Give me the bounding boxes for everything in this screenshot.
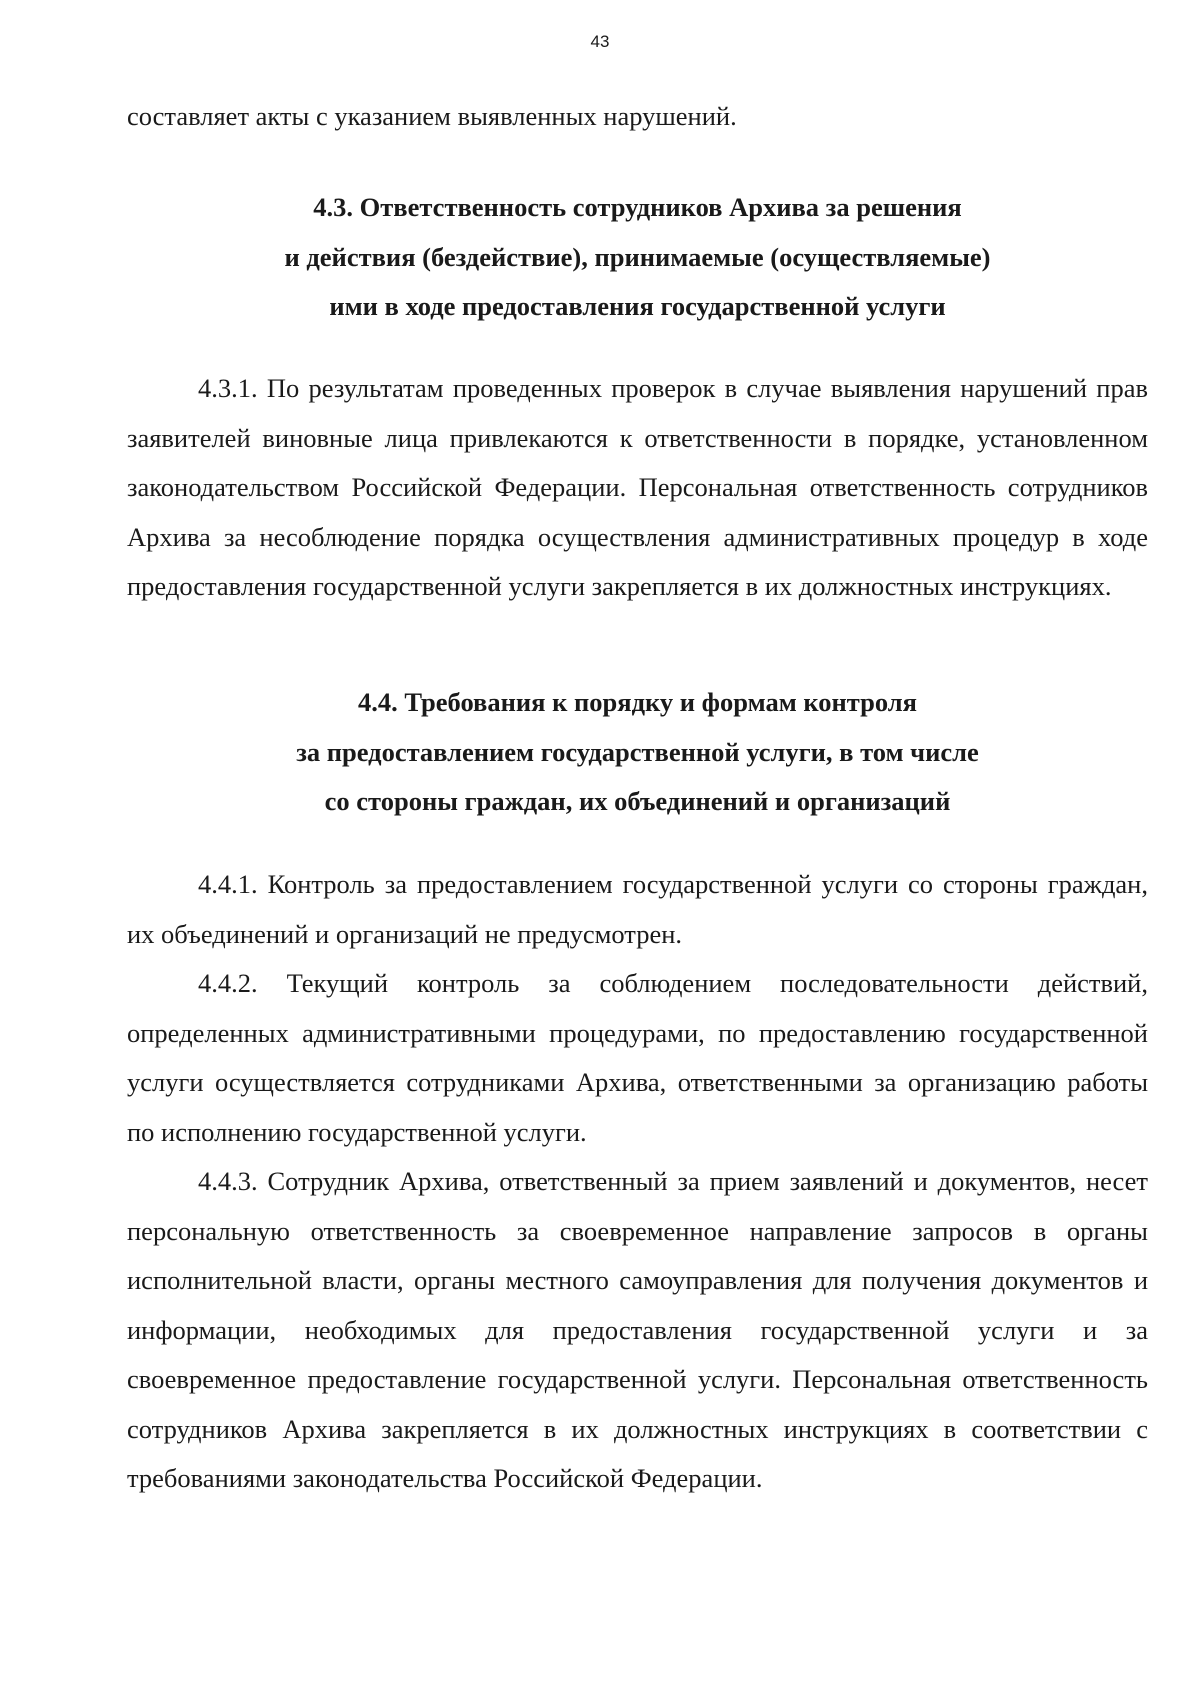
paragraph-4-3-1: 4.3.1. По результатам проведенных проверок в случае выявления нарушений прав заявителей виновные лица привлекаются к ответственности в порядке, установленном законодательством Российской Федерации. Персональная ответственность сотрудников Архива за несоблюдение порядка осуществления административных процедур в ходе предоставления государственной услуги закрепляется в их должностных инструкциях. — [127, 373, 1148, 601]
intro-line: составляет акты с указанием выявленных нарушений. — [127, 101, 737, 131]
section-4-4-heading — [127, 678, 1148, 827]
section-4-3-heading — [127, 183, 1148, 332]
paragraph-4-4-1: 4.4.1. Контроль за предоставлением государственной услуги со стороны граждан, их объединений и организаций не предусмотрен. — [127, 869, 1148, 949]
section-4-4-body — [127, 860, 1148, 1504]
section-4-4-heading-line: за предоставлением государственной услуги, в том числе — [296, 736, 979, 767]
section-4-3-heading-line: ими в ходе предоставления государственной услуги — [329, 291, 946, 321]
section-4-3-heading-line: 4.3. Ответственность сотрудников Архива за решения — [313, 192, 962, 222]
section-4-4-heading-line: 4.4. Требования к порядку и формам контроля — [358, 687, 917, 717]
paragraph-4-4-3: 4.4.3. Сотрудник Архива, ответственный за прием заявлений и документов, несет персональную ответственность за своевременное направление запросов в органы исполнительной власти, органы местного самоуправления для получения документов и информации, необходимых для предоставления государственной услуги и за своевременное предоставление государственной услуги. Персональная ответственность сотрудников Архива закрепляется в их должностных инструкциях в соответствии с требованиями законодательства Российской Федерации. — [127, 1166, 1148, 1493]
section-4-4-heading-line: со стороны граждан, их объединений и организаций — [324, 786, 951, 816]
section-4-3-heading-line: и действия (бездействие), принимаемые (осуществляемые) — [284, 241, 991, 272]
paragraph-4-4-2: 4.4.2. Текущий контроль за соблюдением последовательности действий, определенных административными процедурами, по предоставлению государственной услуги осуществляется сотрудниками Архива, ответственными за организацию работы по исполнению государственной услуги. — [127, 968, 1148, 1147]
page-number: 43 — [590, 32, 610, 51]
